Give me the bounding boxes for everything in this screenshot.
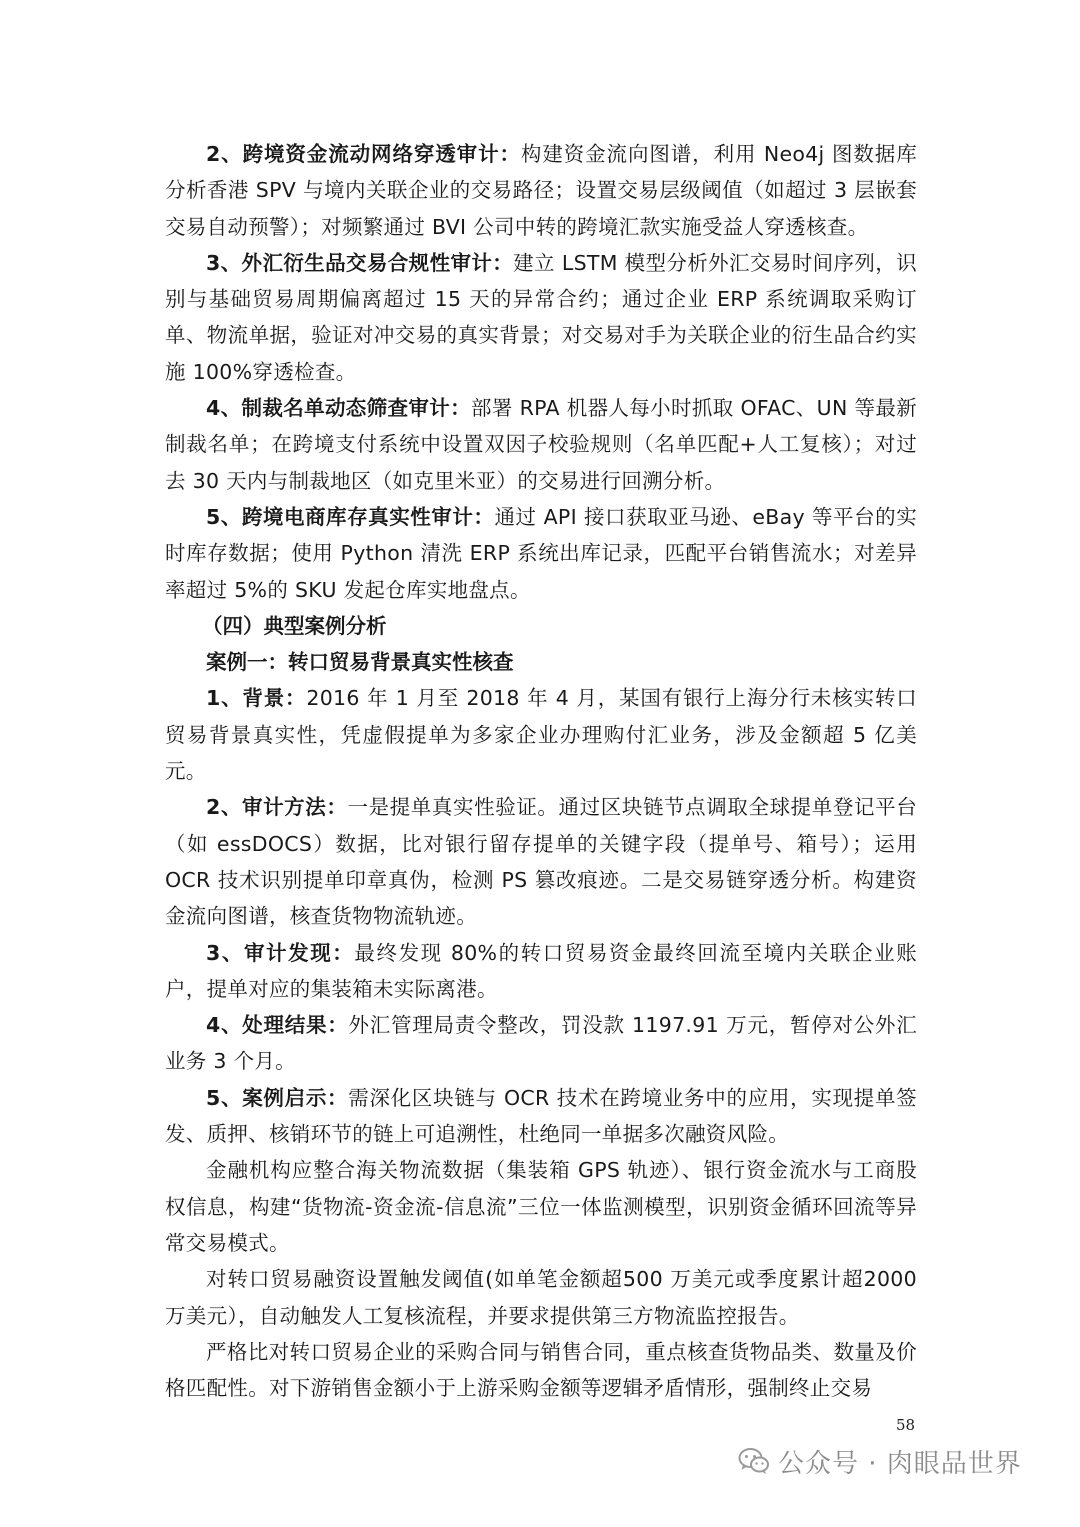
paragraph-lead: 5、案例启示： (206, 1085, 349, 1110)
case-item-lessons (165, 1080, 917, 1153)
paragraph-body: 需深化区块链与 OCR 技术在跨境业务中的应用，实现提单签发、质押、核销环节的链上可追溯性，杜绝同一单据多次融资风险。 (165, 1085, 917, 1147)
closing-paragraph-2: 对转口贸易融资设置触发阈值(如单笔金额超500 万美元或季度累计超2000万美元），自动触发人工复核流程，并要求提供第三方物流监控报告。 (165, 1267, 917, 1328)
page-content (165, 136, 917, 1406)
paragraph-lead: 4、制裁名单动态筛查审计： (206, 396, 471, 421)
audit-paragraph-3 (165, 245, 917, 390)
paragraph-body: 建立 LSTM 模型分析外汇交易时间序列，识别与基础贸易周期偏离超过 15 天的异常合约；通过企业 ERP 系统调取采购订单、物流单据，验证对冲交易的真实背景；对交易对手为关联企业的衍生品合约实施 100%穿透检查。 (165, 250, 917, 384)
paragraph-lead: 2、审计方法： (206, 795, 348, 820)
paragraph-body: 外汇管理局责令整改，罚没款 1197.91 万元，暂停对公外汇业务 3 个月。 (165, 1013, 917, 1074)
paragraph-lead: 4、处理结果： (206, 1013, 349, 1038)
paragraph-body: 一是提单真实性验证。通过区块链节点调取全球提单登记平台（如 essDOCS）数据，比对银行留存提单的关键字段（提单号、箱号）；运用 OCR 技术识别提单印章真伪，检测 PS 篡改痕迹。二是交易链穿透分析。构建资金流向图谱，核查货物物流轨迹。 (165, 795, 917, 929)
paragraph-body: 2016 年 1 月至 2018 年 4 月，某国有银行上海分行未核实转口贸易背景真实性，凭虚假提单为多家企业办理购付汇业务，涉及金额超 5 亿美元。 (165, 686, 917, 784)
paragraph-body: 构建资金流向图谱，利用 Neo4j 图数据库分析香港 SPV 与境内关联企业的交易路径；设置交易层级阈值（如超过 3 层嵌套交易自动预警）；对频繁通过 BVI 公司中转的跨境汇款实施受益人穿透核查。 (165, 142, 918, 239)
case-heading: 案例一：转口贸易背景真实性核查 (206, 650, 514, 675)
case-item-findings (165, 935, 917, 1008)
paragraph-body: 通过 API 接口获取亚马逊、eBay 等平台的实时库存数据；使用 Python 清洗 ERP 系统出库记录，匹配平台销售流水；对差异率超过 5%的 SKU 发起仓库实地盘点。 (165, 504, 917, 602)
case-item-method (165, 789, 917, 934)
paragraph-body: 最终发现 80%的转口贸易资金最终回流至境内关联企业账户，提单对应的集装箱未实际离港。 (165, 940, 917, 1001)
paragraph-body: 部署 RPA 机器人每小时抓取 OFAC、UN 等最新制裁名单；在跨境支付系统中设置双因子校验规则（名单匹配+人工复核）；对过去 30 天内与制裁地区（如克里米亚）的交易进行回溯分析。 (165, 396, 917, 493)
paragraph-lead: 1、背景： (206, 686, 307, 711)
audit-paragraph-5 (165, 499, 917, 608)
closing-paragraph-3: 严格比对转口贸易企业的采购合同与销售合同，重点核查货物品类、数量及价格匹配性。对下游销售金额小于上游采购金额等逻辑矛盾情形，强制终止交易 (165, 1339, 917, 1401)
closing-paragraph-1: 金融机构应整合海关物流数据（集装箱 GPS 轨迹）、银行资金流水与工商股权信息，构建“货物流-资金流-信息流”三位一体监测模型，识别资金循环回流等异常交易模式。 (165, 1158, 917, 1255)
watermark (738, 1440, 1022, 1482)
paragraph-lead: 3、外汇衍生品交易合规性审计： (206, 250, 514, 275)
page-number: 58 (896, 1416, 916, 1434)
audit-paragraph-4 (165, 390, 917, 499)
paragraph-lead: 5、跨境电商库存真实性审计： (206, 504, 495, 529)
watermark-text: 公众号 · 肉眼品世界 (778, 1448, 1022, 1479)
case-item-background (165, 680, 917, 789)
wechat-icon (738, 1447, 770, 1475)
audit-paragraph-2 (165, 136, 917, 245)
case-item-result (165, 1007, 917, 1080)
paragraph-lead: 3、审计发现： (206, 940, 355, 965)
section-heading: （四）典型案例分析 (202, 613, 387, 638)
paragraph-lead: 2、跨境资金流动网络穿透审计： (206, 142, 521, 166)
